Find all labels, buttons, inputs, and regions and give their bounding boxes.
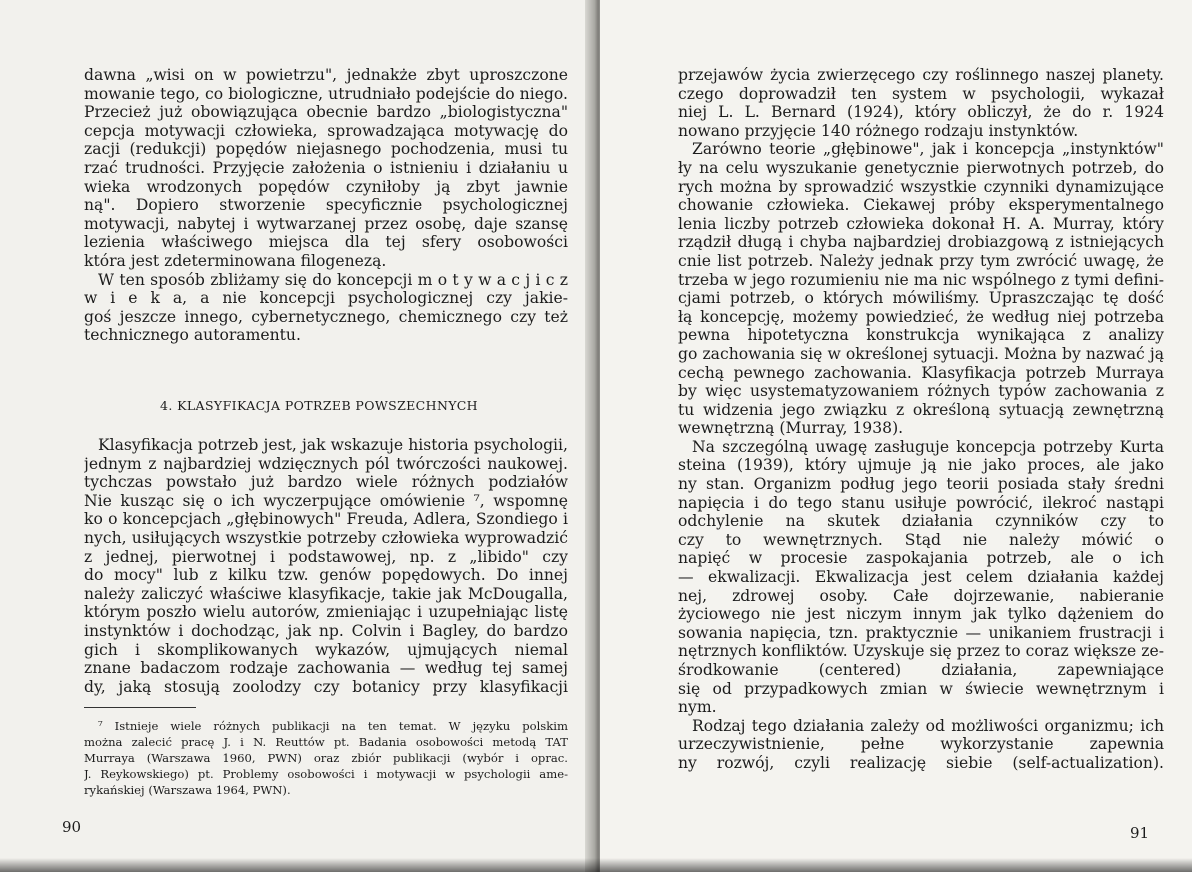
text-line: trzeba w jego rozumieniu nie ma nic wspólnego z tymi defini- — [678, 270, 1164, 289]
footnote-line: można zalecić pracę J. i N. Reuttów pt. Badania osobowości metodą TAT — [84, 735, 568, 749]
text-line: łą koncepcję, możemy powiedzieć, że według niej potrzeba — [678, 307, 1164, 326]
text-line: jednym z najbardziej wdzięcznych pól twórczości naukowej. — [84, 454, 568, 473]
text-line: ły na celu wyszukanie genetycznie pierwotnych potrzeb, do — [678, 158, 1164, 177]
text-line: z jednej, pierwotnej i podstawowej, np. z „libido" czy — [84, 547, 568, 566]
left-page — [0, 0, 590, 872]
text-line: — ekwalizacji. Ekwalizacja jest celem działania każdej — [678, 568, 1164, 587]
text-line: ną". Dopiero stworzenie specyficznie psychologicznej — [84, 196, 568, 215]
text-line: gich i skomplikowanych wykazów, ujmujących niemal — [84, 640, 568, 659]
text-line: W ten sposób zbliżamy się do koncepcji m o t y w a c j i c z — [98, 270, 568, 289]
text-line: cechą pewnego zachowania. Klasyfikacja potrzeb Murraya — [678, 363, 1164, 382]
text-line: znane badaczom rodzaje zachowania — według tej samej — [84, 659, 568, 678]
footnote-line: rykańskiej (Warszawa 1964, PWN). — [84, 783, 291, 797]
footnote-separator — [84, 707, 196, 708]
page-number: 90 — [62, 818, 82, 836]
text-line: cnie list potrzeb. Należy jednak przy tym zwrócić uwagę, że — [678, 251, 1164, 270]
text-line: ny stan. Organizm podług jego teorii posiada stały średni — [678, 475, 1164, 494]
text-line: technicznego autoramentu. — [84, 326, 301, 345]
text-line: życiowego nie jest niczym innym jak tylko dążeniem do — [678, 605, 1164, 624]
text-line: urzeczywistnienie, pełne wykorzystanie zapewnia — [678, 735, 1164, 754]
text-line: nym. — [678, 698, 717, 717]
text-line: wewnętrzną (Murray, 1938). — [678, 419, 904, 438]
footnote-line: Murraya (Warszawa 1960, PWN) oraz zbiór publikacji (wybór i oprac. — [84, 751, 568, 765]
text-line: odchylenie na skutek działania czynników czy to — [678, 512, 1164, 531]
footnote-line: ⁷ Istnieje wiele różnych publikacji na ten temat. W języku polskim — [98, 719, 568, 733]
page-number: 91 — [1130, 824, 1150, 842]
text-line: lezienia właściwego miejsca dla tej sfery osobowości — [84, 233, 568, 252]
text-line: Zarówno teorie „głębinowe", jak i koncepcja „instynktów" — [692, 140, 1164, 159]
text-line: napięcia i do tego stanu usiłuje powrócić, ilekroć nastąpi — [678, 493, 1164, 512]
text-line: czy to wewnętrznych. Stąd nie należy mówić o — [678, 530, 1164, 549]
text-line: instynktów i dochodząc, jak np. Colvin i Bagley, do bardzo — [84, 621, 568, 640]
text-line: lenia liczby potrzeb człowieka dokonał H. A. Murray, który — [678, 214, 1164, 233]
text-line: goś jeszcze innego, cybernetycznego, chemicznego czy też — [84, 307, 568, 326]
left-paragraph-top — [84, 66, 568, 345]
text-line: nych, usiłujących wszystkie potrzeby człowieka wyprowadzić — [84, 528, 568, 547]
text-line: dawna „wisi on w powietrzu", jednakże zbyt uproszczone — [84, 66, 568, 84]
section-heading: 4. KLASYFIKACJA POTRZEB POWSZECHNYCH — [160, 398, 478, 413]
text-line: Rodzaj tego działania zależy od możliwości organizmu; ich — [692, 716, 1164, 735]
text-line: nej, zdrowej osoby. Całe dojrzewanie, nabieranie — [678, 586, 1164, 605]
text-line: rzać trudności. Przyjęcie założenia o istnieniu i działaniu u — [84, 158, 568, 177]
text-line: wieka wrodzonych popędów czyniłoby ją zbyt jawnie — [84, 177, 568, 196]
footnote — [84, 718, 568, 798]
text-line: dy, jaką stosują zoolodzy czy botanicy przy klasyfikacji — [84, 677, 568, 696]
text-line: ko o koncepcjach „głębinowych" Freuda, Adlera, Szondiego i — [84, 510, 568, 529]
text-line: środkowanie (centered) działania, zapewniające — [678, 661, 1164, 679]
left-paragraph-main — [84, 436, 568, 696]
text-line: napięć w procesie zaspokajania potrzeb, ale o ich — [678, 549, 1164, 568]
text-line: steina (1939), który ujmuje ją nie jako proces, ale jako — [678, 456, 1164, 475]
text-line: mowanie tego, co biologiczne, utrudniało podejście do niego. — [84, 84, 568, 103]
text-line: przejawów życia zwierzęcego czy roślinnego naszej planety. — [678, 66, 1164, 84]
footnote-line: J. Reykowskiego) pt. Problemy osobowości i motywacji w psychologii ame- — [84, 767, 568, 781]
right-body-text — [678, 66, 1164, 773]
text-line: należy zaliczyć właściwe klasyfikacje, takie jak McDougalla, — [84, 584, 568, 603]
text-line: w i e k a, a nie koncepcji psychologicznej czy jakie- — [84, 289, 568, 308]
text-line: Przecież już obowiązująca obecnie bardzo „biologistyczna" — [84, 103, 568, 122]
text-line: motywacji, nabytej i wytwarzanej przez osobę, daje szansę — [84, 214, 568, 233]
text-line: pewna hipotetyczna konstrukcja wynikająca z analizy — [678, 326, 1164, 345]
text-line: Klasyfikacja potrzeb jest, jak wskazuje historia psychologii, — [98, 436, 568, 454]
text-line: by więc usystematyzowaniem różnych typów zachowania z — [678, 382, 1164, 401]
text-line: tu widzenia jego związku z określoną sytuacją zewnętrzną — [678, 400, 1164, 419]
text-line: rych można by sprowadzić wszystkie czynniki dynamizujące — [678, 177, 1164, 196]
text-line: do mocy" lub z kilku tzw. genów popędowych. Do innej — [84, 566, 568, 585]
text-line: tychczas powstało już bardzo wiele różnych podziałów — [84, 473, 568, 492]
text-line: sowania napięcia, tzn. praktycznie — unikaniem frustracji i — [678, 623, 1164, 642]
right-page — [600, 0, 1192, 872]
text-line: rządził długą i chyba najbardziej drobiazgową z istniejących — [678, 233, 1164, 252]
text-line: chowanie człowieka. Ciekawej próby eksperymentalnego — [678, 196, 1164, 215]
text-line: ny rozwój, czyli realizację siebie (self-actualization). — [678, 753, 1164, 772]
text-line: nętrznych konfliktów. Uzyskuje się przez to coraz większe ze- — [678, 642, 1164, 661]
text-line: go zachowania się w określonej sytuacji. Można by nazwać ją — [678, 344, 1164, 363]
text-line: zacji (redukcji) popędów niejasnego pochodzenia, musi tu — [84, 140, 568, 159]
text-line: się od przypadkowych zmian w świecie wewnętrznym i — [678, 679, 1164, 698]
text-line: cjami potrzeb, o których mówiliśmy. Upraszczając tę dość — [678, 289, 1164, 308]
text-line: Nie kusząc się o ich wyczerpujące omówienie ⁷, wspomnę — [84, 491, 568, 510]
text-line: którym poszło wielu autorów, zmieniając i uzupełniając listę — [84, 603, 568, 622]
scan-edge-shadow — [0, 858, 1192, 872]
text-line: która jest zdeterminowana filogenezą. — [84, 251, 387, 270]
text-line: cepcja motywacji człowieka, sprowadzająca motywację do — [84, 121, 568, 140]
text-line: niej L. L. Bernard (1924), który obliczył, że do r. 1924 — [678, 103, 1164, 122]
text-line: czego doprowadził ten system w psychologii, wykazał — [678, 84, 1164, 103]
text-line: nowano przyjęcie 140 różnego rodzaju instynktów. — [678, 121, 1079, 140]
text-line: Na szczególną uwagę zasługuje koncepcja potrzeby Kurta — [692, 437, 1164, 456]
